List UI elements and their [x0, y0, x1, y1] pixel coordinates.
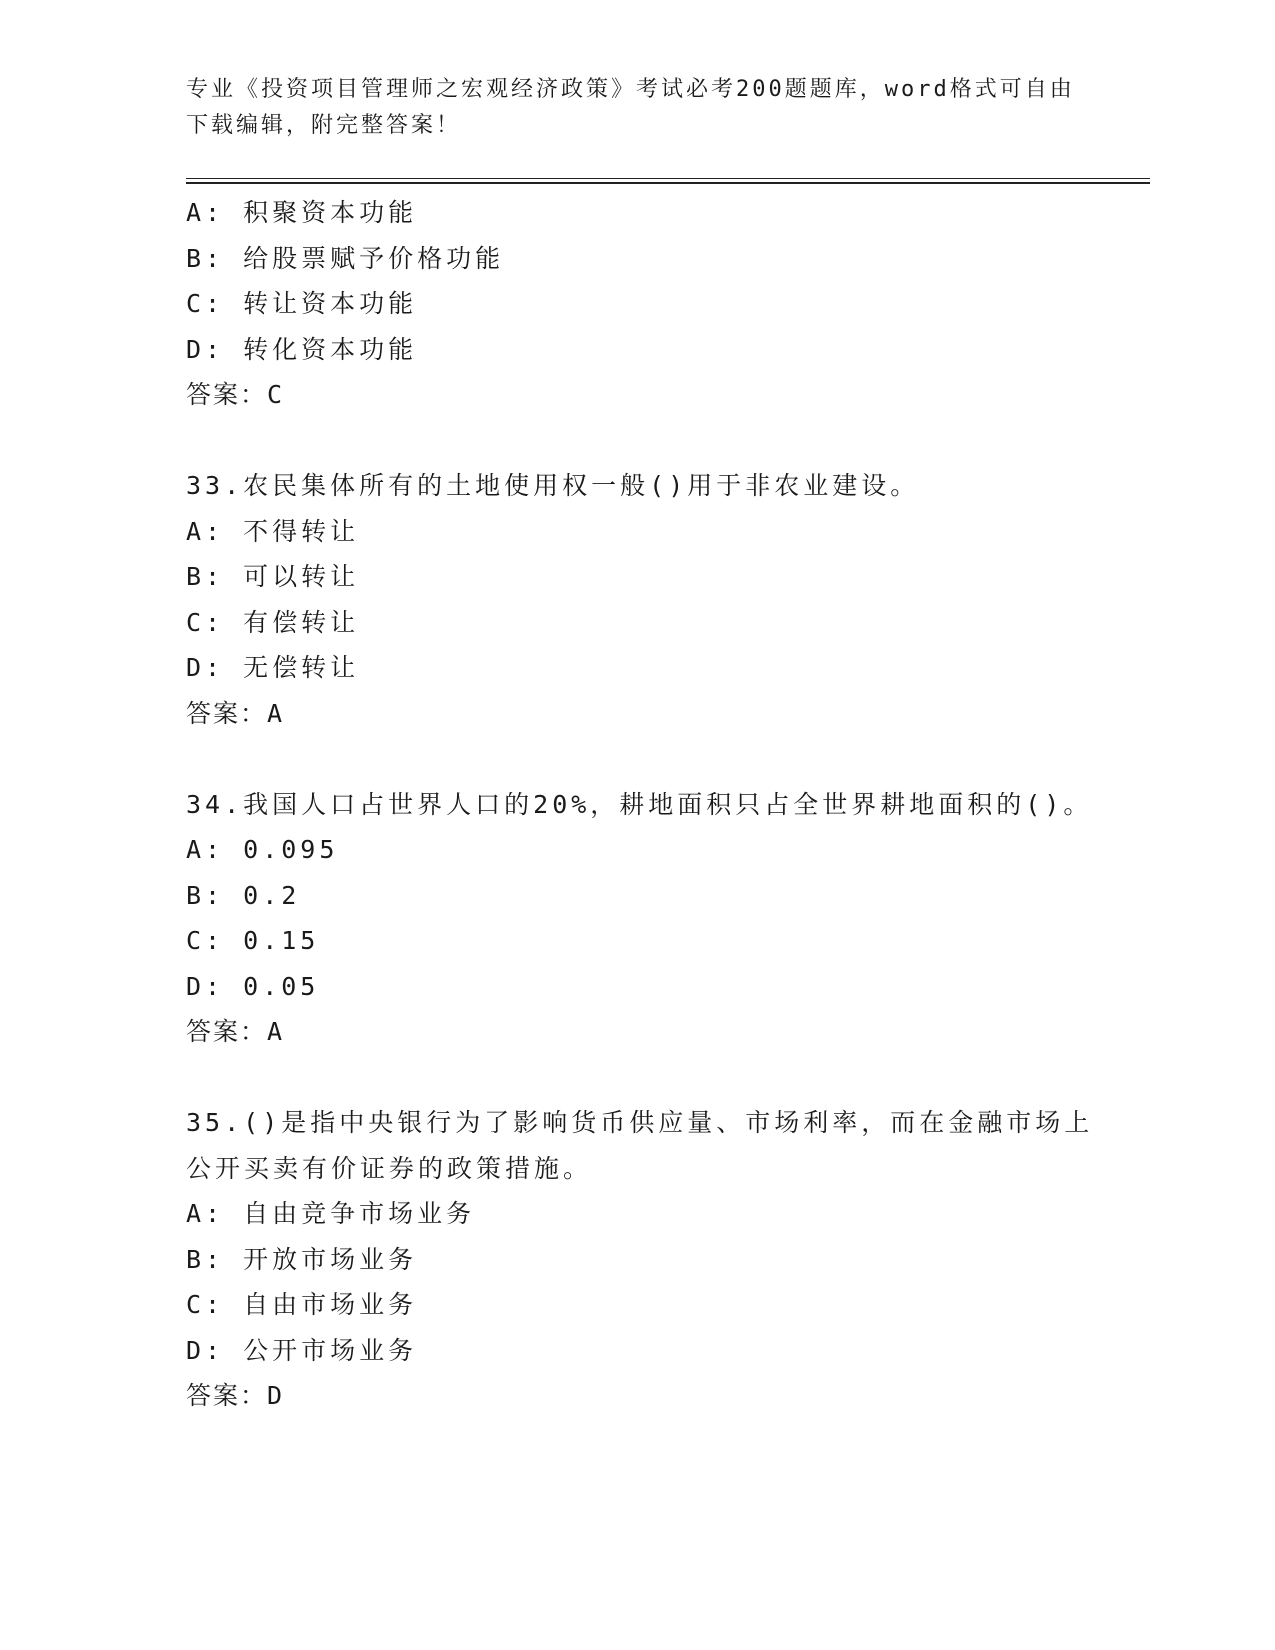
option-c: C: 自由市场业务 — [186, 1290, 418, 1319]
spacer — [186, 418, 1086, 464]
question-list — [186, 190, 1094, 1419]
question-stem-line-1: 35.()是指中央银行为了影响货币供应量、市场利率，而在金融市场上 — [186, 1108, 1094, 1137]
answer-label: 答案：C — [186, 380, 285, 409]
answer-label: 答案：D — [186, 1381, 285, 1410]
spacer — [186, 736, 1086, 782]
answer-label: 答案：A — [186, 698, 285, 728]
question-stem: 33.农民集体所有的土地使用权一般()用于非农业建设。 — [186, 471, 920, 500]
option-a: A: 不得转让 — [186, 516, 360, 546]
question-block-32 — [186, 190, 1086, 418]
question-block-34 — [186, 782, 1093, 1055]
option-d: D: 无偿转让 — [186, 653, 360, 682]
option-b: B: 给股票赋予价格功能 — [186, 243, 505, 273]
option-b: B: 可以转让 — [186, 562, 360, 591]
option-c: C: 有偿转让 — [186, 607, 360, 637]
option-d: D: 转化资本功能 — [186, 334, 418, 364]
option-d: D: 公开市场业务 — [186, 1335, 418, 1365]
option-b: B: 开放市场业务 — [186, 1244, 418, 1274]
header-divider-thick — [186, 182, 1150, 184]
document-header — [186, 72, 1086, 144]
option-c: C: 0.15 — [186, 926, 320, 955]
option-d: D: 0.05 — [186, 971, 320, 1001]
answer-label: 答案：A — [186, 1017, 285, 1046]
question-block-33 — [186, 463, 1086, 736]
question-block-35 — [186, 1100, 1094, 1419]
option-a: A: 0.095 — [186, 835, 339, 864]
header-line-2: 下载编辑，附完整答案！ — [186, 113, 462, 138]
question-stem: 34.我国人口占世界人口的20%，耕地面积只占全世界耕地面积的()。 — [186, 789, 1093, 819]
option-a: A: 积聚资本功能 — [186, 198, 418, 227]
option-b: B: 0.2 — [186, 880, 301, 910]
spacer — [186, 1055, 1086, 1101]
option-a: A: 自由竞争市场业务 — [186, 1199, 476, 1228]
question-stem-line-2: 公开买卖有价证券的政策措施。 — [186, 1153, 593, 1183]
header-divider-thin — [186, 178, 1150, 179]
header-line-1: 专业《投资项目管理师之宏观经济政策》考试必考200题题库，word格式可自由 — [186, 77, 1075, 102]
option-c: C: 转让资本功能 — [186, 289, 418, 318]
